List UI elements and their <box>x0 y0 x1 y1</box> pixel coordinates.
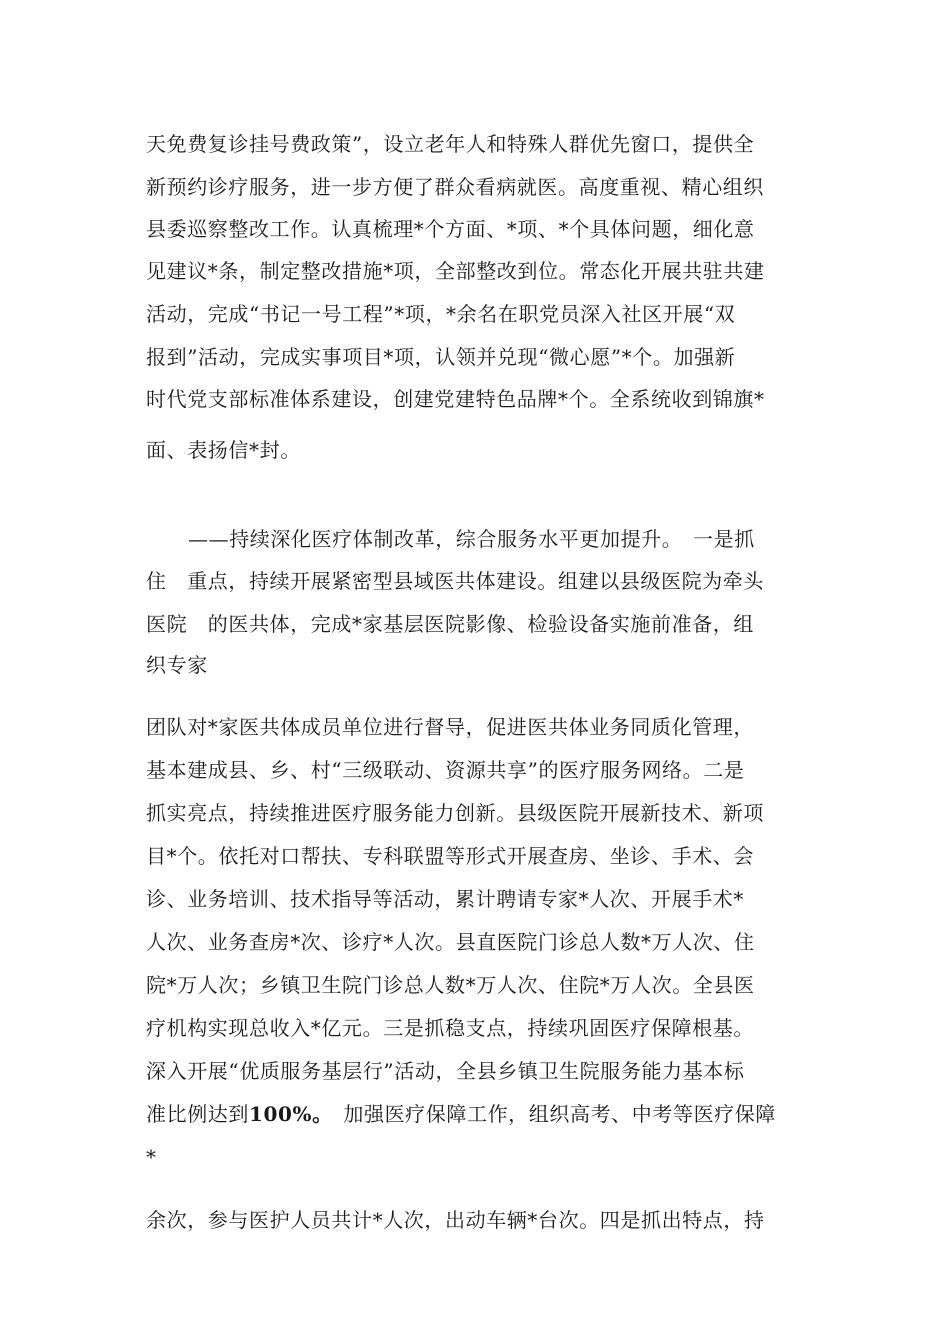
body-text-line: 目*个。依托对口帮扶、专科联盟等形式开展查房、坐诊、手术、会 <box>146 844 754 868</box>
section-heading-line: ——持续深化医疗体制改革，综合服务水平更加提升。 一是抓 <box>188 527 755 551</box>
text-segment: 准比例达到 <box>146 1102 249 1126</box>
body-text-line: 新预约诊疗服务，进一步方便了群众看病就医。高度重视、精心组织 <box>146 175 764 199</box>
body-text-line: 活动，完成“书记一号工程”*项，*余名在职党员深入社区开展“双 <box>146 302 736 326</box>
body-text-line: * <box>146 1145 157 1169</box>
body-text-line: 院*万人次；乡镇卫生院门诊总人数*万人次、住院*万人次。全县医 <box>146 973 755 997</box>
body-text-line: 医院 的医共体，完成*家基层医院影像、检验设备实施前准备，组 <box>146 612 754 636</box>
text-segment: 加强医疗保障工作，组织高考、中考等医疗保障 <box>322 1102 776 1126</box>
body-text-line: 余次，参与医护人员共计*人次，出动车辆*台次。四是抓出特点，持 <box>146 1208 765 1232</box>
body-text-line: 疗机构实现总收入*亿元。三是抓稳支点，持续巩固医疗保障根基。 <box>146 1016 754 1040</box>
body-text-line: 见建议*条，制定整改措施*项，全部整改到位。常态化开展共驻共建 <box>146 259 765 283</box>
percentage-value: 100%。 <box>249 1102 323 1126</box>
body-text-line: 住 重点，持续开展紧密型县域医共体建设。组建以县级医院为牵头 <box>146 569 764 593</box>
body-text-line: 报到”活动，完成实事项目*项，认领并兑现“微心愿”*个。加强新 <box>146 345 736 369</box>
body-text-line: 织专家 <box>146 653 208 677</box>
body-text-line: 诊、业务培训、技术指导等活动，累计聘请专家*人次、开展手术* <box>146 887 744 911</box>
body-text-line: 团队对*家医共体成员单位进行督导，促进医共体业务同质化管理， <box>146 715 754 739</box>
body-text-line: 县委巡察整改工作。认真梳理*个方面、*项、*个具体问题，细化意 <box>146 217 755 241</box>
body-text-line <box>146 1101 806 1127</box>
body-text-line: 深入开展“优质服务基层行”活动，全县乡镇卫生院服务能力基本标 <box>146 1059 745 1083</box>
body-text-line: 抓实亮点，持续推进医疗服务能力创新。县级医院开展新技术、新项 <box>146 801 764 825</box>
body-text-line: 基本建成县、乡、村“三级联动、资源共享”的医疗服务网络。二是 <box>146 758 745 782</box>
body-text-line: 时代党支部标准体系建设，创建党建特色品牌*个。全系统收到锦旗* <box>146 387 765 411</box>
body-text-line: 面、表扬信*封。 <box>146 438 301 462</box>
body-text-line: 人次、业务查房*次、诊疗*人次。县直医院门诊总人数*万人次、住 <box>146 930 755 954</box>
body-text-line: 天免费复诊挂号费政策”，设立老年人和特殊人群优先窗口，提供全 <box>146 132 755 156</box>
